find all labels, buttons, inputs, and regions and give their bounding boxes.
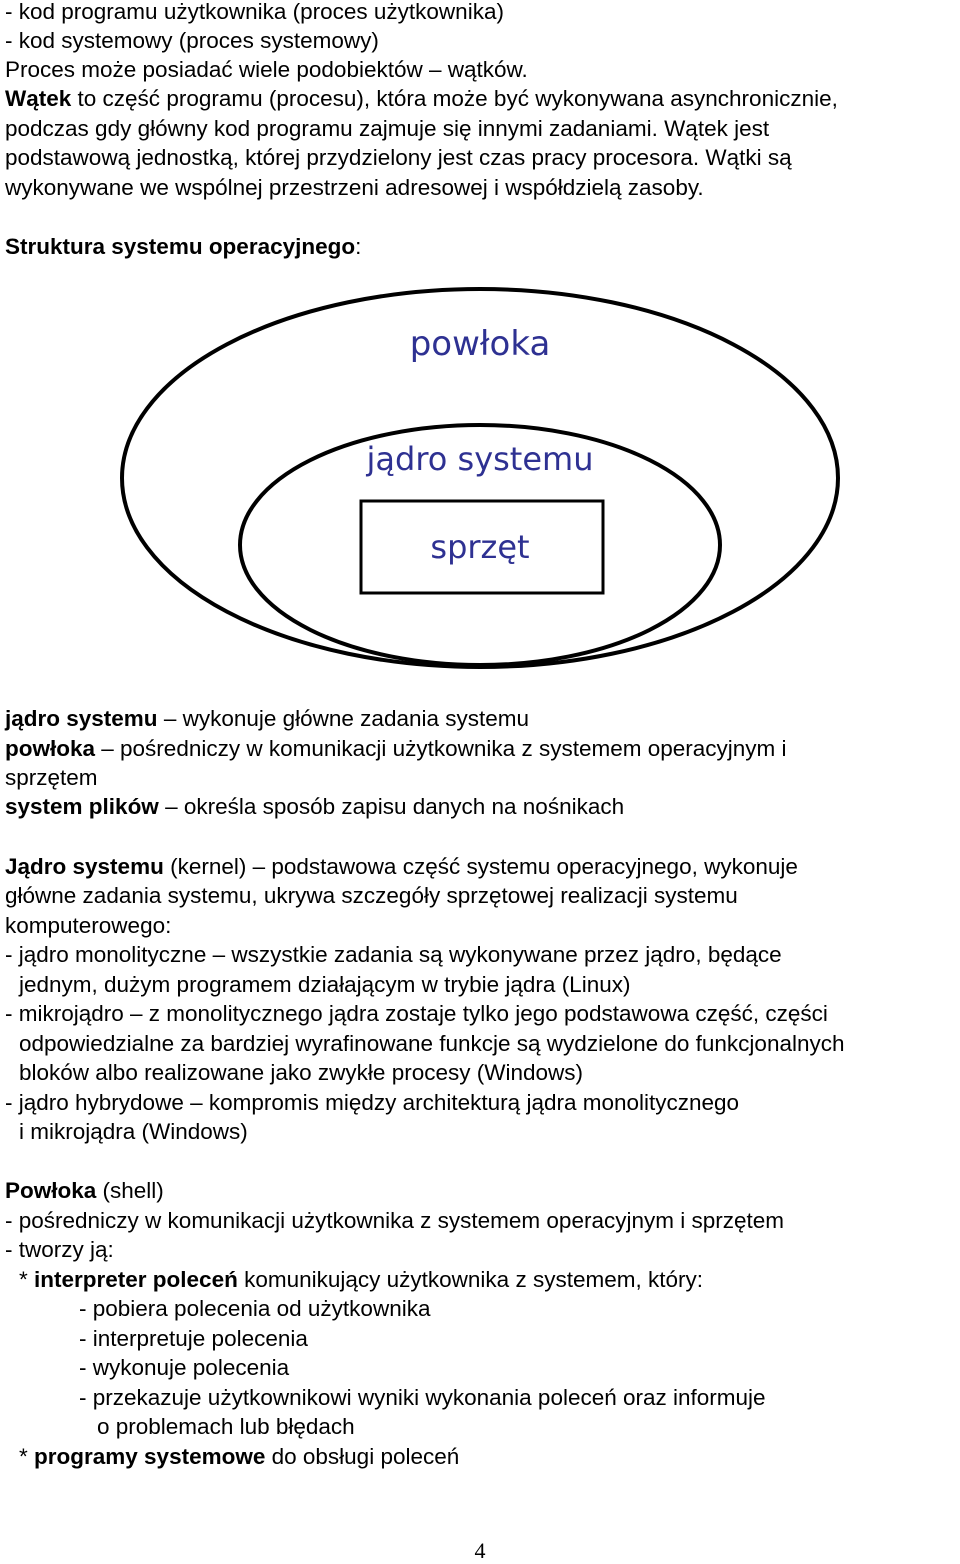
shell-term-rest: (shell) bbox=[96, 1178, 164, 1203]
definition-term: powłoka bbox=[5, 736, 96, 761]
interpreter-text: komunikujący użytkownika z systemem, który: bbox=[237, 1267, 703, 1292]
shell-line-2: - tworzy ją: bbox=[5, 1237, 114, 1262]
definition-shell bbox=[5, 734, 787, 764]
definition-kernel bbox=[5, 704, 529, 734]
kernel-label: jądro systemu bbox=[366, 440, 594, 478]
os-structure-svg bbox=[110, 280, 850, 680]
kernel-line-4: - jądro monolityczne – wszystkie zadania są wykonywane przez jądro, będące bbox=[5, 942, 782, 967]
shell-heading bbox=[5, 1176, 164, 1206]
watek-term: Wątek bbox=[5, 86, 72, 111]
intro-line-6: podstawową jednostką, której przydzielony jest czas pracy procesora. Wątki są bbox=[5, 145, 792, 170]
intro-line-3: Proces może posiadać wiele podobiektów – wątków. bbox=[5, 57, 528, 82]
kernel-line-10: i mikrojądra (Windows) bbox=[19, 1119, 248, 1144]
interpreter-sub-4: - przekazuje użytkownikowi wyniki wykonania poleceń oraz informuje bbox=[79, 1385, 766, 1410]
structure-heading bbox=[5, 232, 361, 262]
kernel-line-9: - jądro hybrydowe – kompromis między architekturą jądra monolitycznego bbox=[5, 1090, 740, 1115]
interpreter-sub-1: - pobiera polecenia od użytkownika bbox=[79, 1296, 431, 1321]
definition-text: – wykonuje główne zadania systemu bbox=[157, 706, 530, 731]
intro-line-4-text: to część programu (procesu), która może być wykonywana asynchronicznie, bbox=[71, 86, 838, 111]
intro-line-5: podczas gdy główny kod programu zajmuje się innymi zadaniami. Wątek jest bbox=[5, 116, 770, 141]
kernel-line-8: bloków albo realizowane jako zwykłe procesy (Windows) bbox=[19, 1060, 583, 1085]
kernel-line-6: - mikrojądro – z monolitycznego jądra zostaje tylko jego podstawowa część, części bbox=[5, 1001, 828, 1026]
bullet-asterisk: * bbox=[19, 1267, 35, 1292]
shell-line-1: - pośredniczy w komunikacji użytkownika z systemem operacyjnym i sprzętem bbox=[5, 1208, 784, 1233]
system-programs-term: programy systemowe bbox=[34, 1444, 266, 1469]
kernel-line-1-text: (kernel) – podstawowa część systemu operacyjnego, wykonuje bbox=[163, 854, 798, 879]
kernel-line-1 bbox=[5, 852, 798, 882]
intro-line-7: wykonywane we wspólnej przestrzeni adresowej i współdzielą zasoby. bbox=[5, 175, 704, 200]
kernel-term: Jądro systemu bbox=[5, 854, 164, 879]
kernel-line-2: główne zadania systemu, ukrywa szczegóły sprzętowej realizacji systemu bbox=[5, 883, 738, 908]
bullet-asterisk: * bbox=[19, 1444, 35, 1469]
interpreter-term: interpreter poleceń bbox=[34, 1267, 238, 1292]
interpreter-sub-2: - interpretuje polecenia bbox=[79, 1326, 308, 1351]
definition-text: – określa sposób zapisu danych na nośnikach bbox=[158, 794, 625, 819]
kernel-line-3: komputerowego: bbox=[5, 913, 172, 938]
intro-line-2: - kod systemowy (proces systemowy) bbox=[5, 28, 379, 53]
structure-heading-colon: : bbox=[355, 234, 362, 259]
kernel-line-7: odpowiedzialne za bardziej wyrafinowane funkcje są wydzielone do funkcjonalnych bbox=[19, 1031, 845, 1056]
kernel-line-5: jednym, dużym programem działającym w trybie jądra (Linux) bbox=[19, 972, 631, 997]
definition-shell-cont: sprzętem bbox=[5, 765, 98, 790]
page-number: 4 bbox=[474, 1538, 486, 1563]
definition-text: – pośredniczy w komunikacji użytkownika z systemem operacyjnym i bbox=[95, 736, 787, 761]
interpreter-line bbox=[19, 1265, 703, 1295]
hardware-label: sprzęt bbox=[430, 528, 530, 566]
system-programs-line bbox=[19, 1442, 459, 1472]
shell-label: powłoka bbox=[409, 324, 551, 364]
os-structure-diagram bbox=[110, 280, 850, 680]
shell-term: Powłoka bbox=[5, 1178, 97, 1203]
interpreter-sub-5: o problemach lub błędach bbox=[97, 1414, 355, 1439]
system-programs-text: do obsługi poleceń bbox=[265, 1444, 460, 1469]
definition-term: jądro systemu bbox=[5, 706, 158, 731]
definition-filesystem bbox=[5, 792, 624, 822]
definition-term: system plików bbox=[5, 794, 159, 819]
intro-line-1: - kod programu użytkownika (proces użytkownika) bbox=[5, 0, 504, 24]
structure-heading-bold: Struktura systemu operacyjnego bbox=[5, 234, 356, 259]
intro-line-4 bbox=[5, 84, 838, 114]
interpreter-sub-3: - wykonuje polecenia bbox=[79, 1355, 290, 1380]
